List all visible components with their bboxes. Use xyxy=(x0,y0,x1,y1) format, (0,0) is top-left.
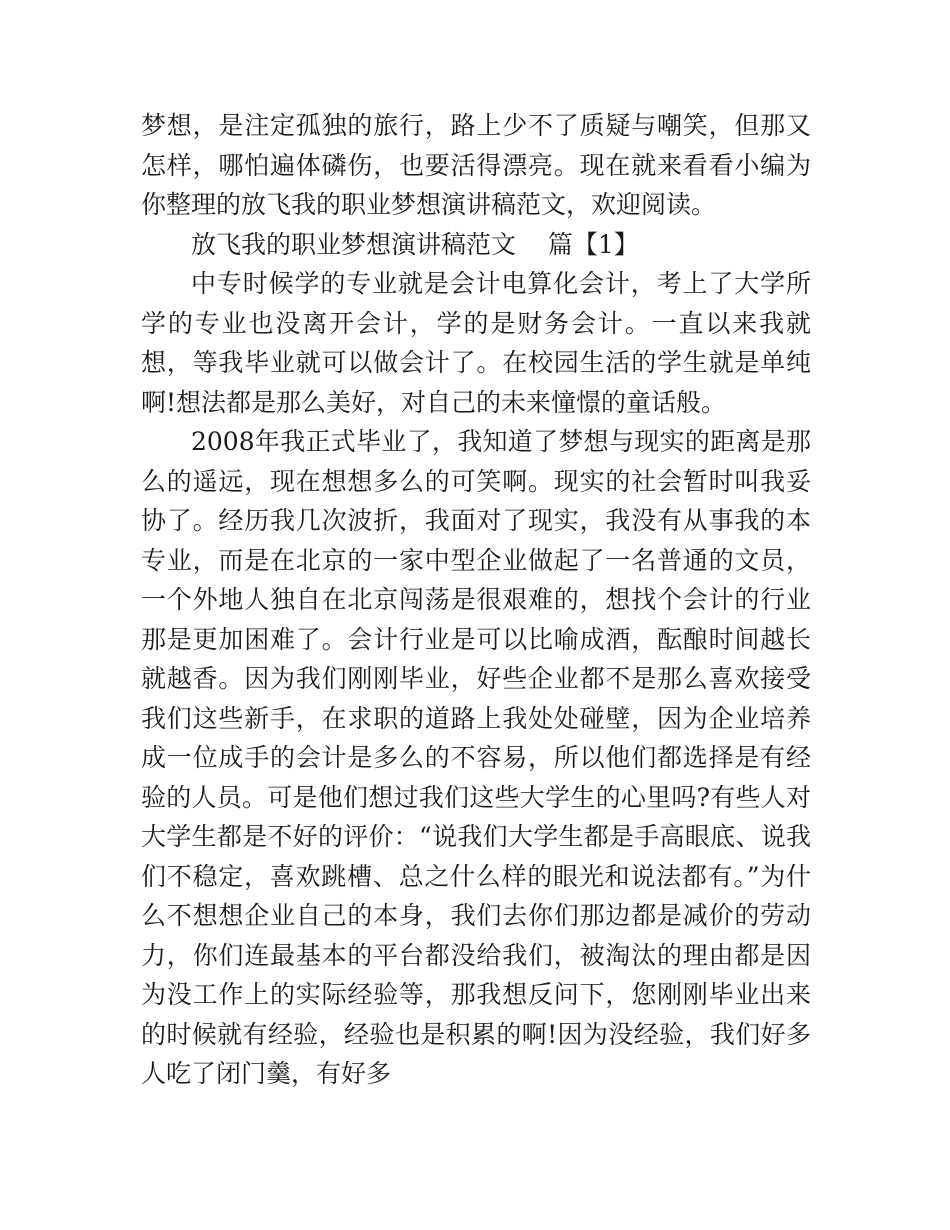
paragraph-1: 中专时候学的专业就是会计电算化会计，考上了大学所学的专业也没离开会计，学的是财务会计。一直以来我就想，等我毕业就可以做会计了。在校园生活的学生就是单纯啊!想法都是那么美好，对自己的未来憧憬的童话般。 xyxy=(141,269,811,417)
section-label: 篇【1】 xyxy=(547,229,639,259)
document-body xyxy=(141,106,811,1094)
paragraph-2: 2008年我正式毕业了，我知道了梦想与现实的距离是那么的遥远，现在想想多么的可笑啊。现实的社会暂时叫我妥协了。经历我几次波折，我面对了现实，我没有从事我的本专业，而是在北京的一家中型企业做起了一名普通的文员，一个外地人独自在北京闯荡是很艰难的，想找个会计的行业那是更加困难了。会计行业是可以比喻成酒，酝酿时间越长就越香。因为我们刚刚毕业，好些企业都不是那么喜欢接受我们这些新手，在求职的道路上我处处碰壁，因为企业培养成一位成手的会计是多么的不容易，所以他们都选择是有经验的人员。可是他们想过我们这些大学生的心里吗?有些人对大学生都是不好的评价：“说我们大学生都是手高眼底、说我们不稳定，喜欢跳槽、总之什么样的眼光和说法都有。”为什么不想想企业自己的本身，我们去你们那边都是减价的劳动力，你们连最基本的平台都没给我们，被淘汰的理由都是因为没工作上的实际经验等，那我想反问下，您刚刚毕业出来的时候就有经验，经验也是积累的啊!因为没经验，我们好多人吃了闭门羹，有好多 xyxy=(141,427,811,1088)
section-heading xyxy=(141,225,811,265)
intro-paragraph: 梦想，是注定孤独的旅行，路上少不了质疑与嘲笑，但那又怎样，哪怕遍体磷伤，也要活得漂亮。现在就来看看小编为你整理的放飞我的职业梦想演讲稿范文，欢迎阅读。 xyxy=(141,111,811,219)
section-title: 放飞我的职业梦想演讲稿范文 xyxy=(191,229,517,259)
